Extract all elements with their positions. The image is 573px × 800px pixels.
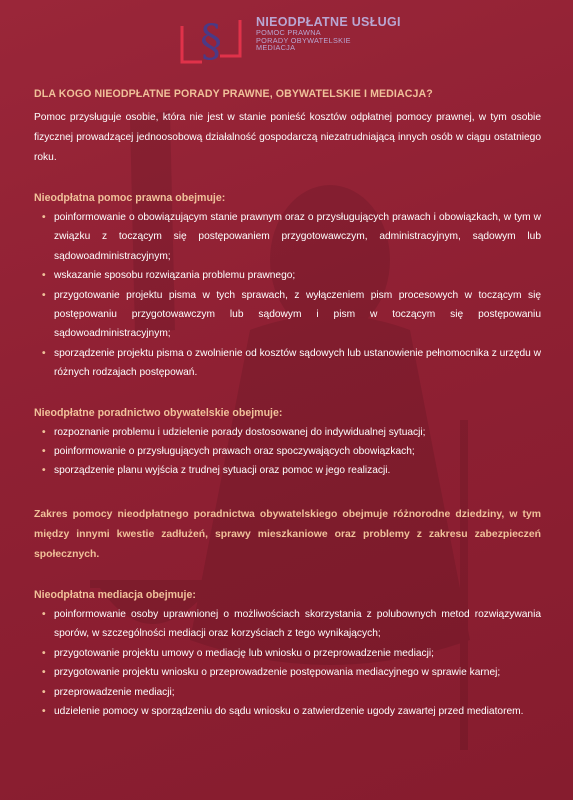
mediation-list — [34, 605, 541, 721]
logo-line-mediation: MEDIACJA — [256, 43, 296, 53]
svg-text:§: § — [200, 16, 222, 67]
scope-note: Zakres pomocy nieodpłatnego poradnictwa obywatelskiego obejmuje różnorodne dziedziny, w tym między innymi kwestie zadłużeń, sprawy mieszkaniowe oraz problemy z zakresu zabezpieczeń społecznych. — [34, 508, 541, 560]
bullet-icon: • — [42, 212, 46, 223]
list-item: • wskazanie sposobu rozwiązania problemu prawnego; — [44, 266, 541, 285]
list-item: • przygotowanie projektu umowy o mediację lub wniosku o przeprowadzenie mediacji; — [44, 644, 541, 663]
list-item: • przygotowanie projektu pisma w tych sprawach, z wyłączeniem pism procesowych w toczącym się postępowaniu przygotowawczym lub sądowym i pism w toczącym się postępowaniu sądowoadministracyjnym; — [44, 286, 541, 344]
header-logo — [170, 10, 410, 72]
list-item: • poinformowanie o obowiązującym stanie prawnym oraz o przysługujących prawach i obowiązkach, w tym w związku z toczącym się postępowaniem przygotowawczym, administracyjnym, sądowym lub sądowoadministracyjnym; — [44, 208, 541, 266]
bullet-icon: • — [42, 705, 46, 717]
bullet-icon: • — [42, 647, 46, 659]
list-item: • sporządzenie planu wyjścia z trudnej sytuacji oraz pomoc w jego realizacji. — [44, 461, 541, 480]
main-heading: DLA KOGO NIEODPŁATNE PORADY PRAWNE, OBYWATELSKIE I MEDIACJA? — [34, 88, 433, 100]
civic-advice-list — [34, 423, 541, 481]
bullet-icon: • — [42, 426, 46, 438]
bullet-icon: • — [42, 270, 46, 282]
bullet-icon: • — [42, 686, 46, 698]
bullet-icon: • — [42, 289, 46, 301]
list-item: • udzielenie pomocy w sporządzeniu do sądu wniosku o zatwierdzenie ugody zawartej przed mediatorem. — [44, 702, 541, 721]
bullet-icon: • — [42, 446, 46, 458]
bullet-icon: • — [42, 608, 46, 620]
legal-aid-heading: Nieodpłatna pomoc prawna obejmuje: — [34, 192, 226, 204]
main-content — [34, 88, 541, 721]
legal-aid-list — [34, 208, 541, 383]
list-item: • poinformowanie osoby uprawnionej o możliwościach skorzystania z polubownych metod rozwiązywania sporów, w szczególności mediacji oraz korzyściach z tego wynikających; — [44, 605, 541, 644]
bullet-icon: • — [42, 465, 46, 477]
list-item: • rozpoznanie problemu i udzielenie porady dostosowanej do indywidualnej sytuacji; — [44, 423, 541, 442]
bullet-icon: • — [42, 347, 46, 359]
logo-line-legal-aid: POMOC PRAWNA — [256, 28, 321, 38]
mediation-heading: Nieodpłatna mediacja obejmuje: — [34, 588, 196, 601]
list-item: • przygotowanie projektu wniosku o przeprowadzenie postępowania mediacyjnego w sprawie karnej; — [44, 663, 541, 682]
list-item: • przeprowadzenie mediacji; — [44, 683, 541, 702]
intro-paragraph: Pomoc przysługuje osobie, która nie jest w stanie ponieść kosztów odpłatnej pomocy prawnej, w tym osobie fizycznej prowadzącej jednoosobową działalność gospodarczą niezatrudniającą innych osób w ciągu ostatniego roku. — [34, 112, 541, 163]
logo-title: NIEODPŁATNE USŁUGI — [256, 15, 401, 29]
logo-line-civic-advice: PORADY OBYWATELSKIE — [256, 35, 351, 45]
list-item: • poinformowanie o przysługujących prawach oraz spoczywających obowiązkach; — [44, 442, 541, 461]
civic-advice-heading: Nieodpłatne poradnictwo obywatelskie obejmuje: — [34, 406, 283, 419]
bullet-icon: • — [42, 667, 46, 679]
section-sign-logo-icon — [172, 12, 250, 70]
list-item: • sporządzenie projektu pisma o zwolnienie od kosztów sądowych lub ustanowienie pełnomocnika z urzędu w różnych rodzajach postępowań. — [44, 344, 541, 383]
